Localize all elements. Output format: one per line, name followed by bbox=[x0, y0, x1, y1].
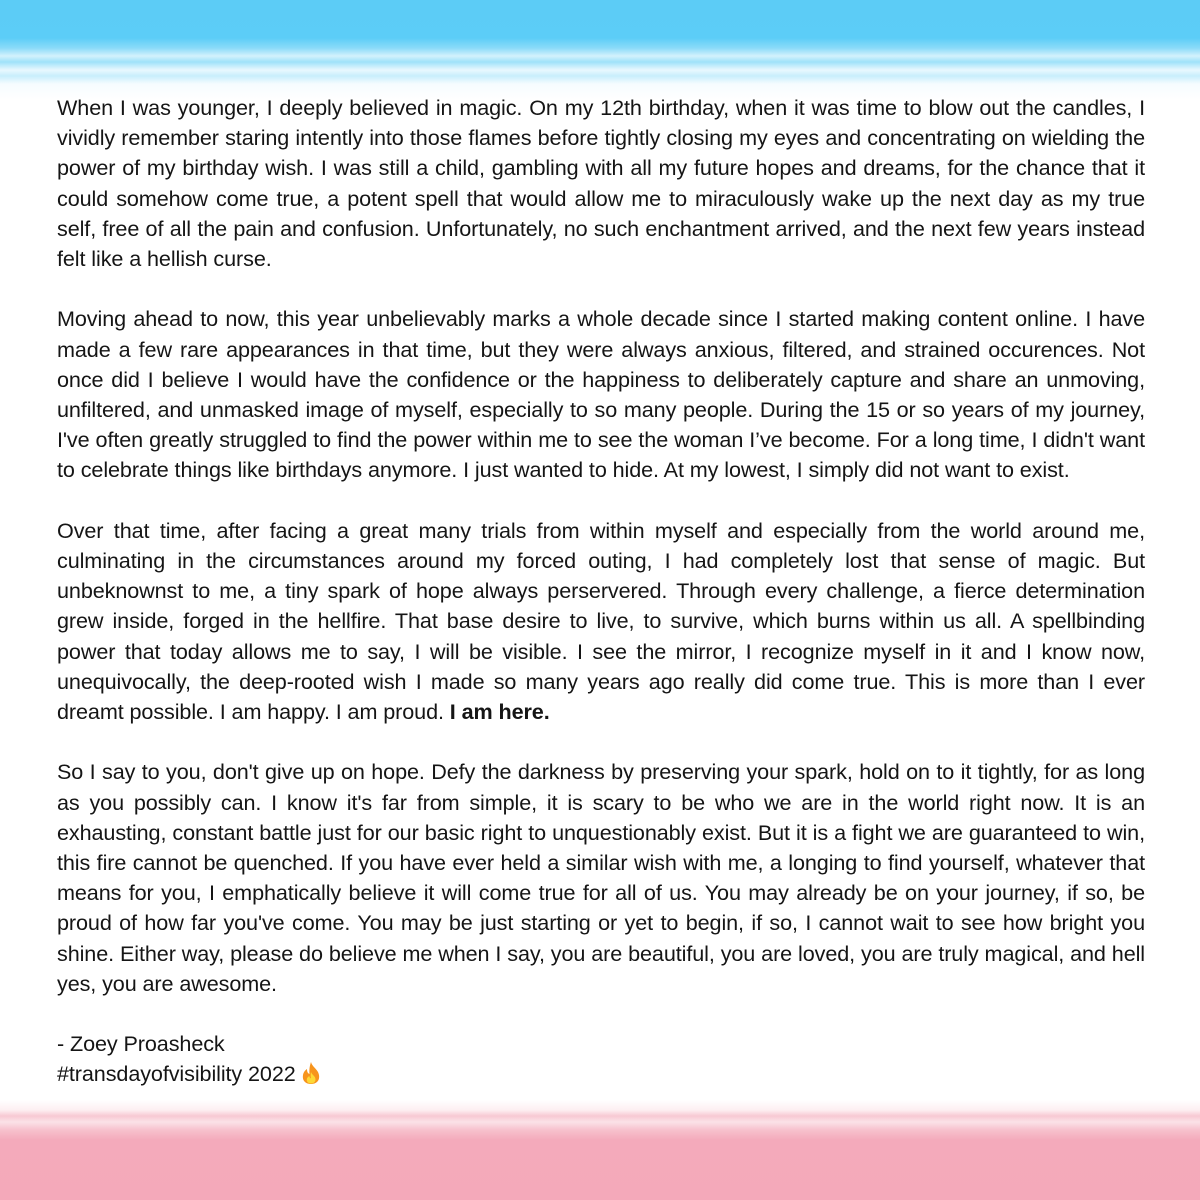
paragraph-4: So I say to you, don't give up on hope. Defy the darkness by preserving your spark, hold on to it tightly, for as long as you possibly can. I know it's far from simple, it is scary to be who we are in the world right now. It is an exhausting, constant battle just for our basic right to unquestionably exist. But it is a fight we are guaranteed to win, this fire cannot be quenched. If you have ever held a similar wish with me, a longing to find yourself, whatever that means for you, I emphatically believe it will come true for all of us. You may already be on your journey, if so, be proud of how far you've come. You may be just starting or yet to begin, if so, I cannot wait to see how bright you shine. Either way, please do believe me when I say, you are beautiful, you are loved, you are truly magical, and hell yes, you are awesome. bbox=[57, 759, 1145, 996]
paragraph-3-emphasis: I am here. bbox=[449, 699, 550, 725]
post-body bbox=[57, 93, 1145, 1090]
hashtag-line bbox=[57, 1059, 1145, 1089]
hashtag-text: #transdayofvisibility 2022 bbox=[57, 1061, 296, 1087]
signature: - Zoey Proasheck bbox=[57, 1031, 225, 1057]
paragraph-3 bbox=[57, 516, 1145, 727]
fire-icon bbox=[300, 1061, 322, 1085]
paragraph-2: Moving ahead to now, this year unbelievably marks a whole decade since I started making content online. I have made a few rare appearances in that time, but they were always anxious, filtered, and strained occurences. Not once did I believe I would have the confidence or the happiness to deliberately capture and share an unmoving, unfiltered, and unmasked image of myself, especially to so many people. During the 15 or so years of my journey, I've often greatly struggled to find the power within me to see the woman I’ve become. For a long time, I didn't want to celebrate things like birthdays anymore. I just wanted to hide. At my lowest, I simply did not want to exist. bbox=[57, 306, 1145, 483]
bottom-color-band bbox=[0, 1100, 1200, 1200]
top-color-band bbox=[0, 0, 1200, 100]
paragraph-1: When I was younger, I deeply believed in magic. On my 12th birthday, when it was time to blow out the candles, I vividly remember staring intently into those flames before tightly closing my eyes and concentrating on wielding the power of my birthday wish. I was still a child, gambling with all my future hopes and dreams, for the chance that it could somehow come true, a potent spell that would allow me to miraculously wake up the next day as my true self, free of all the pain and confusion. Unfortunately, no such enchantment arrived, and the next few years instead felt like a hellish curse. bbox=[57, 95, 1145, 272]
signature-block bbox=[57, 1029, 1145, 1089]
paragraph-3-text: Over that time, after facing a great many trials from within myself and especially from the world around me, culminating in the circumstances around my forced outing, I had completely lost that sense of magic. But unbeknownst to me, a tiny spark of hope always perservered. Through every challenge, a fierce determination grew inside, forged in the hellfire. That base desire to live, to survive, which burns within us all. A spellbinding power that today allows me to say, I will be visible. I see the mirror, I recognize myself in it and I know now, unequivocally, the deep-rooted wish I made so many years ago really did come true. This is more than I ever dreamt possible. I am happy. I am proud. bbox=[57, 517, 1145, 725]
